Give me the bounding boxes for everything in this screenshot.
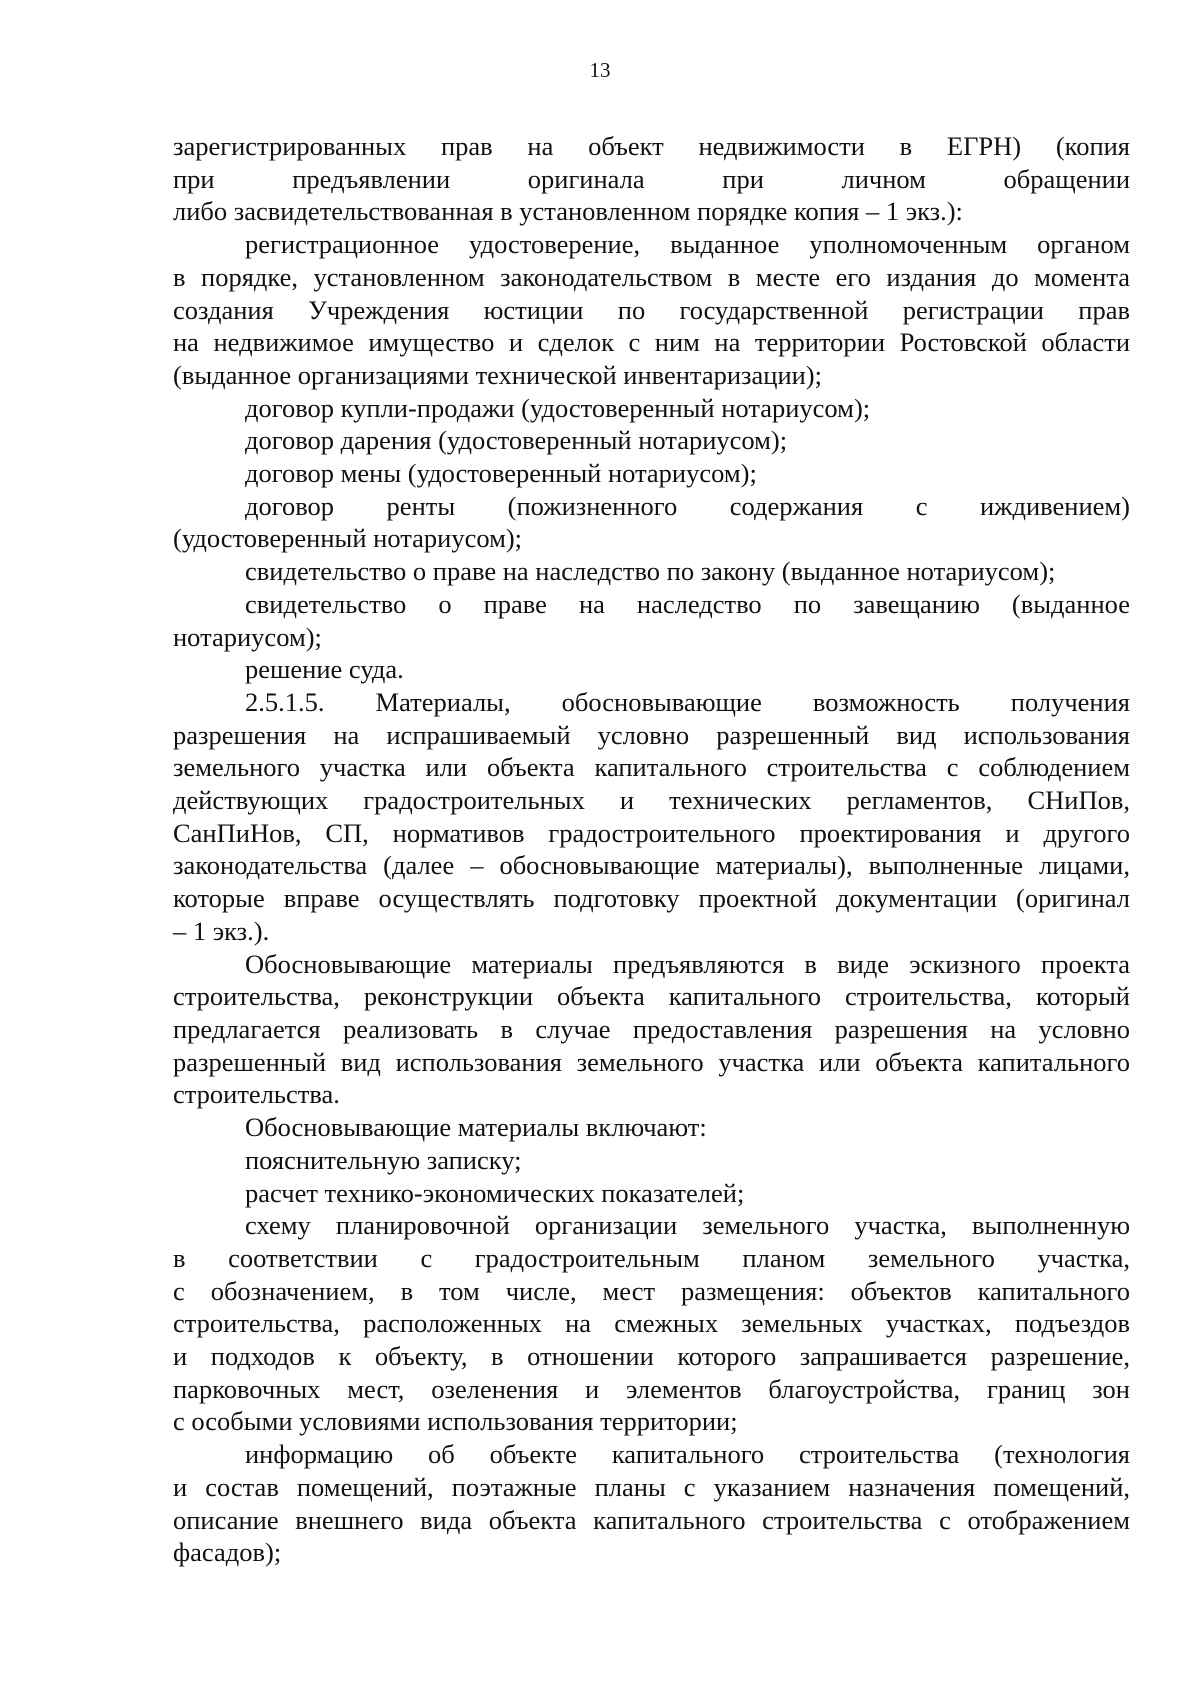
- paragraph: [173, 1177, 1130, 1210]
- text-line: – 1 экз.).: [173, 915, 270, 946]
- paragraph: [173, 130, 1130, 228]
- text-line: нотариусом);: [173, 621, 322, 652]
- text-line: создания Учреждения юстиции по государственной регистрации прав: [173, 294, 1130, 325]
- text-line: либо засвидетельствованная в установленном порядке копия – 1 экз.):: [173, 196, 963, 227]
- text-line: с особыми условиями использования территории;: [173, 1406, 738, 1437]
- text-line: СанПиНов, СП, нормативов градостроительного проектирования и другого: [173, 817, 1130, 848]
- text-line: и подходов к объекту, в отношении которого запрашивается разрешение,: [173, 1341, 1130, 1372]
- paragraph: [173, 653, 1130, 686]
- paragraph: [173, 555, 1130, 588]
- page-number: 13: [589, 58, 611, 82]
- text-line: парковочных мест, озеленения и элементов благоустройства, границ зон: [173, 1373, 1130, 1404]
- text-line: законодательства (далее – обосновывающие материалы), выполненные лицами,: [173, 850, 1130, 881]
- paragraph: [173, 490, 1130, 555]
- text-line: на недвижимое имущество и сделок с ним на территории Ростовской области: [173, 327, 1130, 358]
- text-line: в соответствии с градостроительным планом земельного участка,: [173, 1242, 1130, 1273]
- paragraph: [173, 424, 1130, 457]
- paragraph: [173, 457, 1130, 490]
- text-line: зарегистрированных прав на объект недвижимости в ЕГРН) (копия: [173, 131, 1130, 161]
- text-line: свидетельство о праве на наследство по закону (выданное нотариусом);: [245, 556, 1056, 587]
- paragraph: [173, 1438, 1130, 1569]
- paragraph: [173, 1111, 1130, 1144]
- text-line: (выданное организациями технической инвентаризации);: [173, 359, 822, 390]
- paragraph: [173, 686, 1130, 948]
- paragraph: [173, 228, 1130, 392]
- text-line: договор ренты (пожизненного содержания с иждивением): [245, 490, 1130, 521]
- text-line: регистрационное удостоверение, выданное уполномоченным органом: [245, 229, 1130, 260]
- text-line: 2.5.1.5. Материалы, обосновывающие возможность получения: [245, 686, 1130, 717]
- text-line: действующих градостроительных и технических регламентов, СНиПов,: [173, 785, 1130, 816]
- text-line: (удостоверенный нотариусом);: [173, 523, 523, 554]
- text-line: договор дарения (удостоверенный нотариусом);: [245, 425, 788, 456]
- text-line: строительства, расположенных на смежных земельных участках, подъездов: [173, 1308, 1130, 1339]
- text-line: фасадов);: [173, 1537, 282, 1568]
- text-line: земельного участка или объекта капитального строительства с соблюдением: [173, 752, 1130, 783]
- document-body: [173, 130, 1130, 1569]
- text-line: строительства, реконструкции объекта капитального строительства, который: [173, 981, 1130, 1012]
- text-line: предлагается реализовать в случае предоставления разрешения на условно: [173, 1013, 1130, 1044]
- text-line: которые вправе осуществлять подготовку проектной документации (оригинал: [173, 883, 1130, 914]
- text-line: свидетельство о праве на наследство по завещанию (выданное: [245, 588, 1130, 619]
- text-line: строительства.: [173, 1079, 340, 1110]
- text-line: схему планировочной организации земельного участка, выполненную: [245, 1210, 1130, 1241]
- text-line: и состав помещений, поэтажные планы с указанием назначения помещений,: [173, 1471, 1130, 1502]
- text-line: расчет технико-экономических показателей;: [245, 1177, 745, 1208]
- paragraph: [173, 392, 1130, 425]
- text-line: разрешения на испрашиваемый условно разрешенный вид использования: [173, 719, 1130, 750]
- paragraph: [173, 1209, 1130, 1438]
- text-line: при предъявлении оригинала при личном обращении: [173, 163, 1130, 194]
- text-line: разрешенный вид использования земельного участка или объекта капитального: [173, 1046, 1130, 1077]
- paragraph: [173, 1144, 1130, 1177]
- text-line: договор купли-продажи (удостоверенный нотариусом);: [245, 392, 871, 423]
- text-line: Обосновывающие материалы включают:: [245, 1112, 707, 1143]
- text-line: договор мены (удостоверенный нотариусом);: [245, 458, 757, 489]
- paragraph: [173, 948, 1130, 1112]
- paragraph: [173, 588, 1130, 653]
- text-line: описание внешнего вида объекта капитального строительства с отображением: [173, 1504, 1130, 1535]
- text-line: пояснительную записку;: [245, 1144, 522, 1175]
- text-line: информацию об объекте капитального строительства (технология: [245, 1439, 1130, 1470]
- text-line: с обозначением, в том числе, мест размещения: объектов капитального: [173, 1275, 1130, 1306]
- text-line: Обосновывающие материалы предъявляются в виде эскизного проекта: [245, 948, 1130, 979]
- text-line: в порядке, установленном законодательством в месте его издания до момента: [173, 261, 1130, 292]
- text-line: решение суда.: [245, 654, 404, 685]
